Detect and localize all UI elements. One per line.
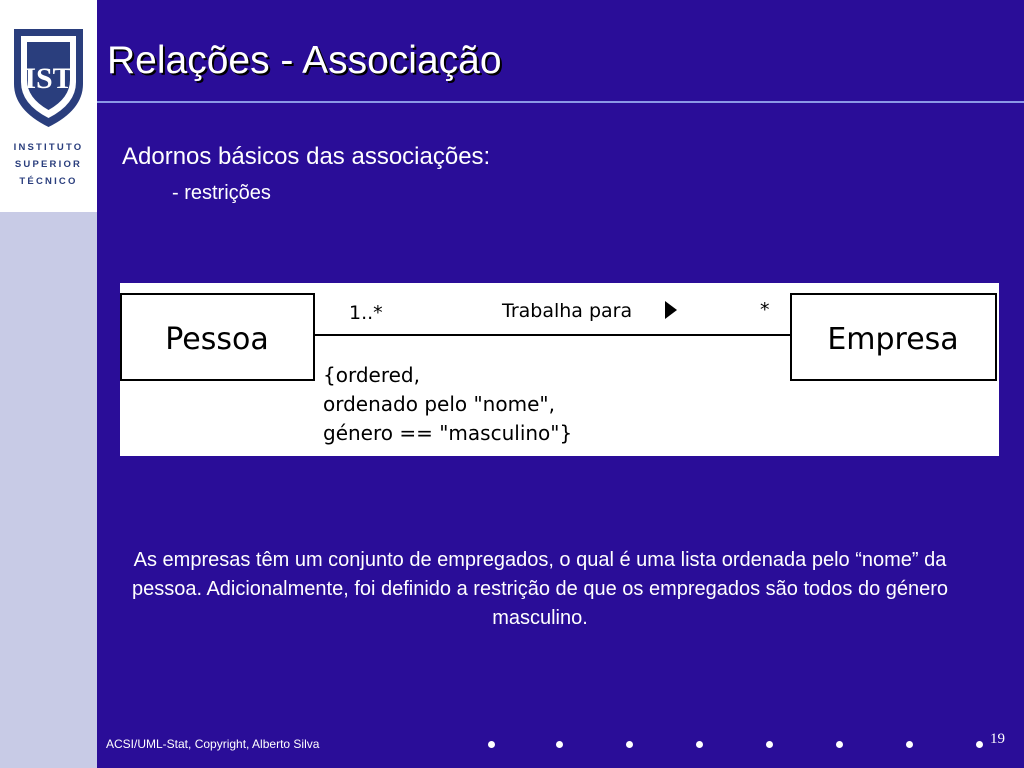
multiplicity-right: * [760, 299, 770, 321]
page-number: 19 [990, 731, 1005, 747]
constraint-line-3: género == "masculino"} [323, 421, 573, 445]
ist-logo [0, 0, 97, 212]
slide-title: Relações - Associação [107, 39, 502, 82]
ist-shield-icon [11, 26, 86, 130]
footer-dot-icon [976, 741, 983, 748]
footer-dot-icon [766, 741, 773, 748]
class-name-empresa: Empresa [827, 322, 959, 357]
class-name-pessoa: Pessoa [165, 322, 269, 357]
logo-monogram: IST [24, 62, 73, 95]
logo-line-3: TÉCNICO [19, 176, 78, 187]
slide-caption: As empresas têm um conjunto de empregados, o qual é uma lista ordenada pelo “nome” da pessoa. Adicionalmente, foi definido a restrição de que os empregados são todos do género masculino. [131, 549, 949, 629]
logo-line-1: INSTITUTO [13, 142, 84, 153]
uml-association-diagram [120, 283, 999, 456]
footer-dots [480, 735, 1000, 755]
footer-dot-icon [488, 741, 495, 748]
association-name: Trabalha para [502, 300, 633, 322]
footer-copyright: ACSI/UML-Stat, Copyright, Alberto Silva [106, 737, 320, 751]
sidebar [0, 0, 97, 768]
footer-dot-icon [906, 741, 913, 748]
footer-dot-icon [626, 741, 633, 748]
logo-wordmark [0, 139, 97, 190]
title-divider [97, 101, 1024, 103]
constraint-line-1: {ordered, [323, 363, 420, 387]
bullet-main: Adornos básicos das associações: [122, 143, 491, 170]
constraint-line-2: ordenado pelo "nome", [323, 392, 555, 416]
footer-dot-icon [556, 741, 563, 748]
footer-dot-icon [836, 741, 843, 748]
logo-line-2: SUPERIOR [14, 159, 83, 170]
multiplicity-left: 1..* [349, 302, 383, 324]
direction-arrow-icon [665, 301, 677, 319]
bullet-sub: - restrições [172, 182, 271, 204]
footer-dot-icon [696, 741, 703, 748]
